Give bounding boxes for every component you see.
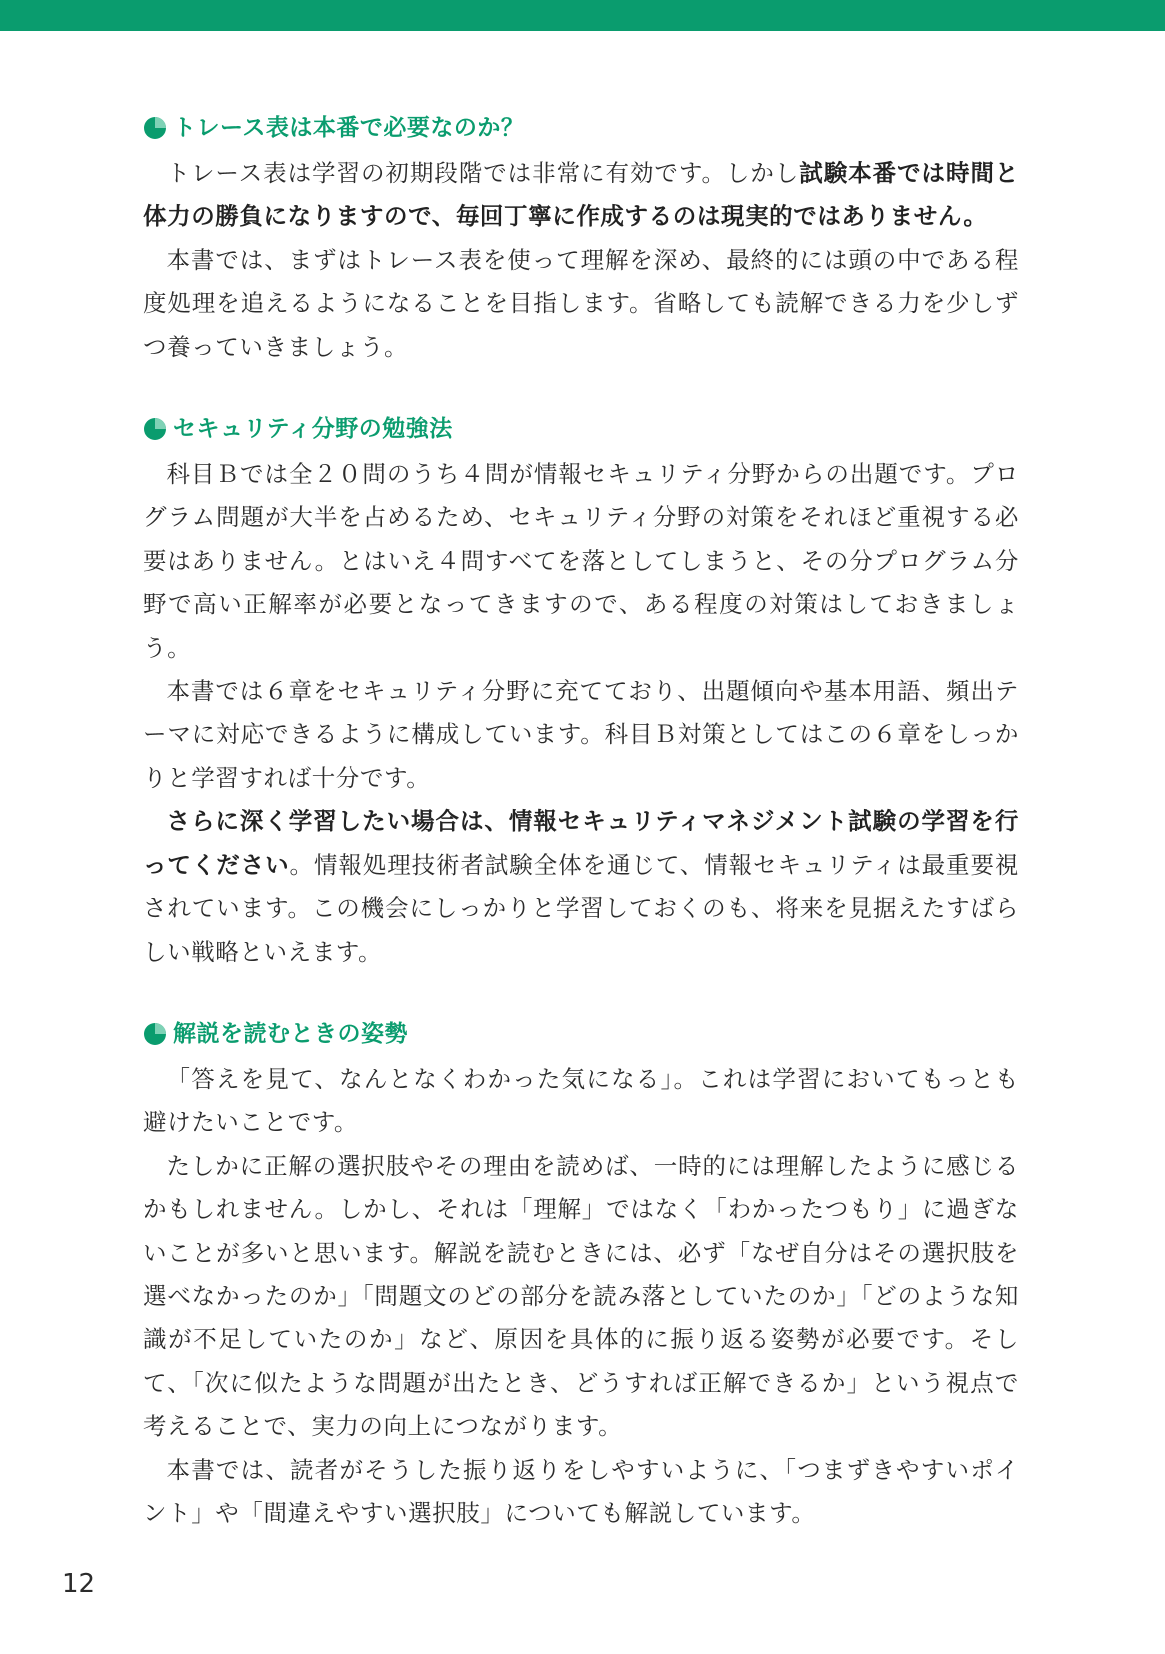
section-trace-table (143, 108, 1019, 369)
circle-bullet-icon (143, 417, 167, 441)
paragraph (143, 1145, 1019, 1449)
paragraph-text: たしかに正解の選択肢やその理由を読めば、一時的には理解したように感じるかもしれません。しかし、それは「理解」ではなく「わかったつもり」に過ぎないことが多いと思います。解説を読むときには、必ず「なぜ自分はその選択肢を選べなかったのか」「問題文のどの部分を読み落としていたのか」「どのような知識が不足していたのか」など、原因を具体的に振り返る姿勢が必要です。そして、「次に似たような問題が出たとき、どうすれば正解できるか」という視点で考えることで、実力の向上につながります。 (143, 1151, 1019, 1441)
paragraph-text: 本書では、まずはトレース表を使って理解を深め、最終的には頭の中である程度処理を追えるようになることを目指します。省略しても読解できる力を少しずつ養っていきましょう。 (143, 245, 1019, 361)
paragraph (143, 1058, 1019, 1145)
paragraph (143, 239, 1019, 369)
section-security-study (143, 409, 1019, 974)
paragraph (143, 453, 1019, 670)
paragraph (143, 800, 1019, 974)
paragraph-bold-text: 試験本番では時間と体力の勝負になりますので、毎回丁寧に作成するのは現実的ではありません。 (143, 159, 1020, 231)
page-number: 12 (62, 1569, 96, 1599)
section-heading-text: セキュリティ分野の勉強法 (173, 416, 453, 443)
page-content (143, 108, 1019, 1575)
section-heading-text: トレース表は本番で必要なのか？ (173, 115, 525, 141)
paragraph-text: 「答えを見て、なんとなくわかった気になる」。これは学習においてもっとも避けたいことです。 (143, 1064, 1019, 1137)
paragraph-text: 。情報処理技術者試験全体を通じて、情報セキュリティは最重要視されています。この機会にしっかりと学習しておくのも、将来を見据えたすばらしい戦略といえます。 (143, 850, 1019, 966)
section-heading (143, 1014, 1019, 1054)
circle-bullet-icon (143, 1022, 167, 1046)
paragraph (143, 670, 1019, 800)
paragraph-text: 本書では６章をセキュリティ分野に充てており、出題傾向や基本用語、頻出テーマに対応できるように構成しています。科目Ｂ対策としてはこの６章をしっかりと学習すれば十分です。 (143, 677, 1019, 792)
section-heading (143, 108, 1019, 148)
paragraph-text: 本書では、読者がそうした振り返りをしやすいように、「つまずきやすいポイント」や「間違えやすい選択肢」についても解説しています。 (143, 1455, 1019, 1527)
section-heading-text: 解説を読むときの姿勢 (173, 1020, 408, 1047)
paragraph-text: トレース表は学習の初期段階では非常に有効です。しかし (166, 159, 800, 187)
paragraph-text: 科目Ｂでは全２０問のうち４問が情報セキュリティ分野からの出題です。プログラム問題が大半を占めるため、セキュリティ分野の対策をそれほど重視する必要はありません。とはいえ４問すべてを落としてしまうと、その分プログラム分野で高い正解率が必要となってきますので、ある程度の対策はしておきましょう。 (143, 460, 1019, 662)
top-color-band (0, 0, 1165, 31)
paragraph (143, 1449, 1019, 1536)
circle-bullet-icon (143, 116, 167, 140)
paragraph (143, 152, 1019, 239)
section-reading-explanations (143, 1014, 1019, 1535)
paragraph-bold-text: さらに深く学習したい場合は、情報セキュリティマネジメント試験の学習を行ってください (143, 807, 1019, 879)
section-heading (143, 409, 1019, 449)
